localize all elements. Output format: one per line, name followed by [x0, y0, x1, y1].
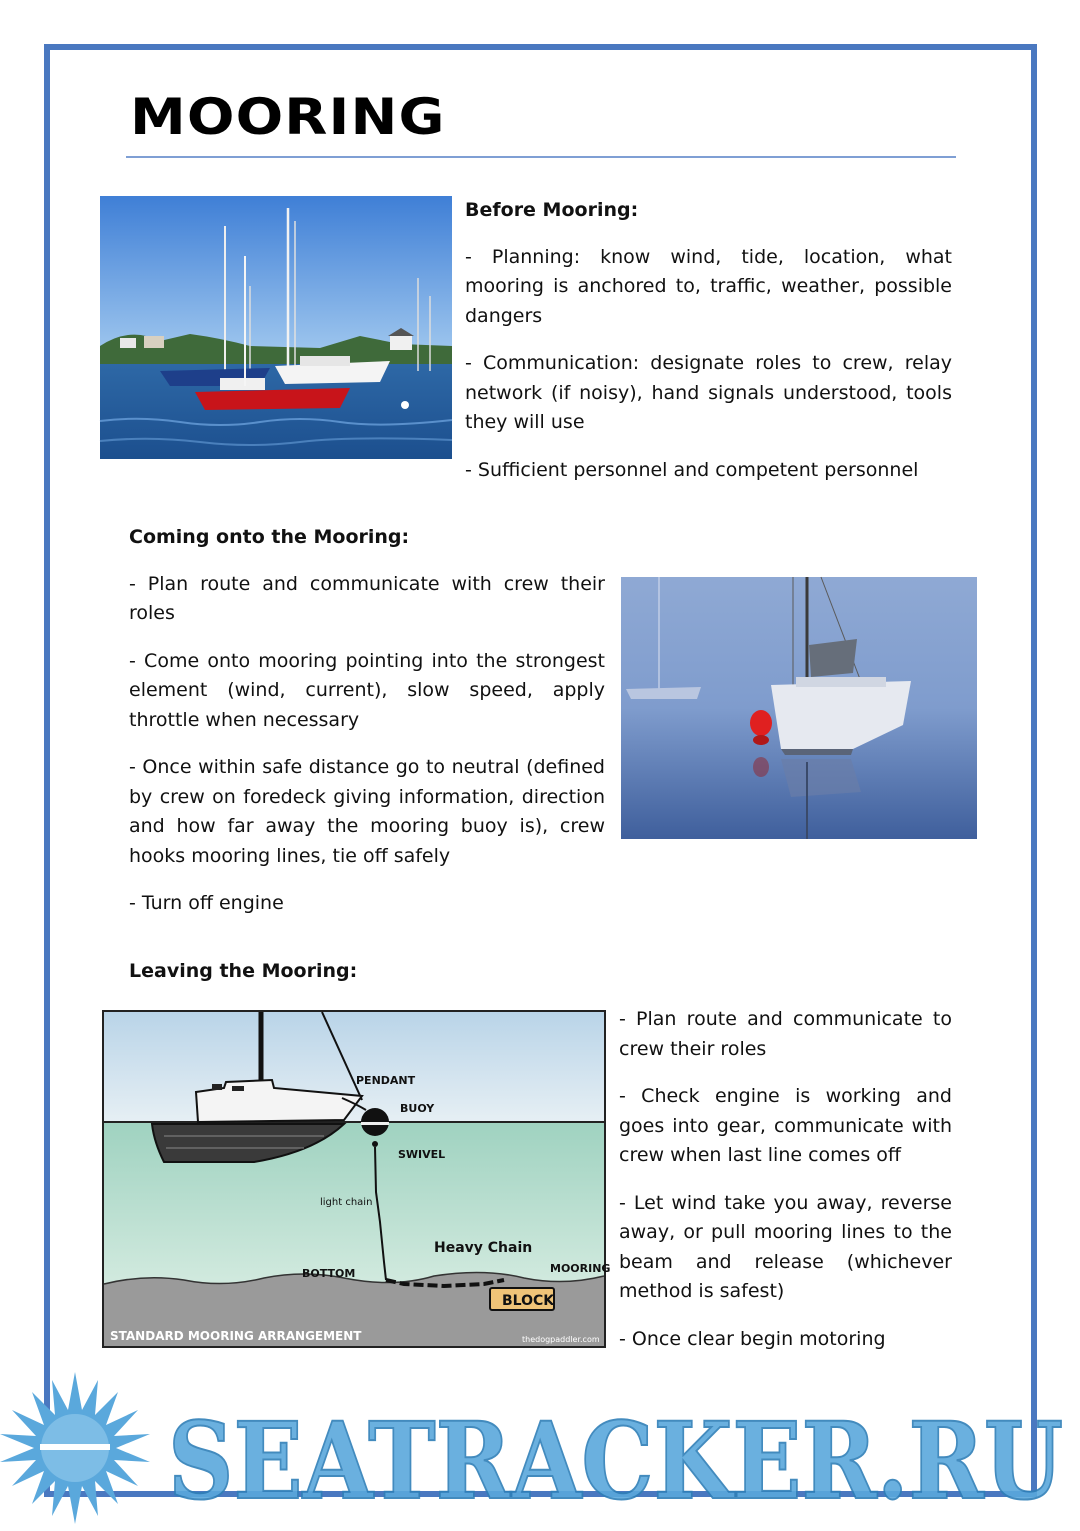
- marina-sailboats-photo: [100, 196, 452, 459]
- before-mooring-heading: Before Mooring:: [465, 199, 639, 221]
- coming-paragraph: - Plan route and communicate with crew their roles: [129, 572, 605, 624]
- diagram-credit: thedogpaddler.com: [522, 1335, 600, 1344]
- coming-onto-mooring-section: [129, 523, 605, 937]
- leaving-paragraph: - Plan route and communicate to crew their roles: [619, 1008, 952, 1060]
- diagram-label-bottom: BOTTOM: [302, 1267, 356, 1280]
- title-divider: [126, 156, 956, 158]
- coming-paragraph: - Once within safe distance go to neutral (defined by crew on foredeck giving information, direction and how far away the mooring buoy is), crew hooks mooring lines, tie off safely: [129, 756, 605, 867]
- watermark-text: SEATRACKER.RU: [168, 1398, 1063, 1523]
- diagram-label-heavy-chain: Heavy Chain: [434, 1240, 533, 1256]
- sun-burst-icon: [0, 1372, 150, 1524]
- leaving-paragraph: - Once clear begin motoring: [619, 1327, 886, 1350]
- leaving-paragraph: - Let wind take you away, reverse away, or pull mooring lines to the beam and release (whichever method is safest): [619, 1191, 952, 1302]
- page-title: MOORING: [130, 88, 446, 146]
- leaving-mooring-heading: Leaving the Mooring:: [129, 960, 358, 982]
- before-paragraph: - Communication: designate roles to crew, relay network (if noisy), hand signals understood, tools they will use: [465, 352, 952, 433]
- diagram-label-swivel: SWIVEL: [398, 1148, 446, 1161]
- coming-paragraph: - Turn off engine: [129, 892, 284, 914]
- mooring-arrangement-diagram: [102, 1010, 611, 1348]
- diagram-label-light-chain: light chain: [320, 1197, 373, 1208]
- coming-onto-mooring-heading: Coming onto the Mooring:: [129, 526, 410, 548]
- before-mooring-section: [465, 196, 952, 503]
- coming-paragraph: - Come onto mooring pointing into the strongest element (wind, current), slow speed, apply throttle when necessary: [129, 649, 605, 731]
- diagram-label-block: BLOCK: [502, 1293, 555, 1309]
- diagram-caption: STANDARD MOORING ARRANGEMENT: [110, 1329, 362, 1343]
- diagram-label-mooring: MOORING: [550, 1262, 611, 1275]
- leaving-paragraph: - Check engine is working and goes into gear, communicate with crew when last line comes off: [619, 1085, 952, 1166]
- diagram-label-buoy: BUOY: [400, 1102, 435, 1115]
- diagram-label-pendant: PENDANT: [356, 1074, 416, 1087]
- before-paragraph: - Sufficient personnel and competent personnel: [465, 458, 919, 481]
- seatracker-watermark: [0, 1370, 1080, 1527]
- leaving-mooring-section: [619, 1005, 952, 1372]
- foggy-moored-sailboat-photo: [621, 577, 977, 839]
- leaving-mooring-heading-block: [129, 957, 605, 1004]
- before-paragraph: - Planning: know wind, tide, location, what mooring is anchored to, traffic, weather, possible dangers: [465, 245, 952, 327]
